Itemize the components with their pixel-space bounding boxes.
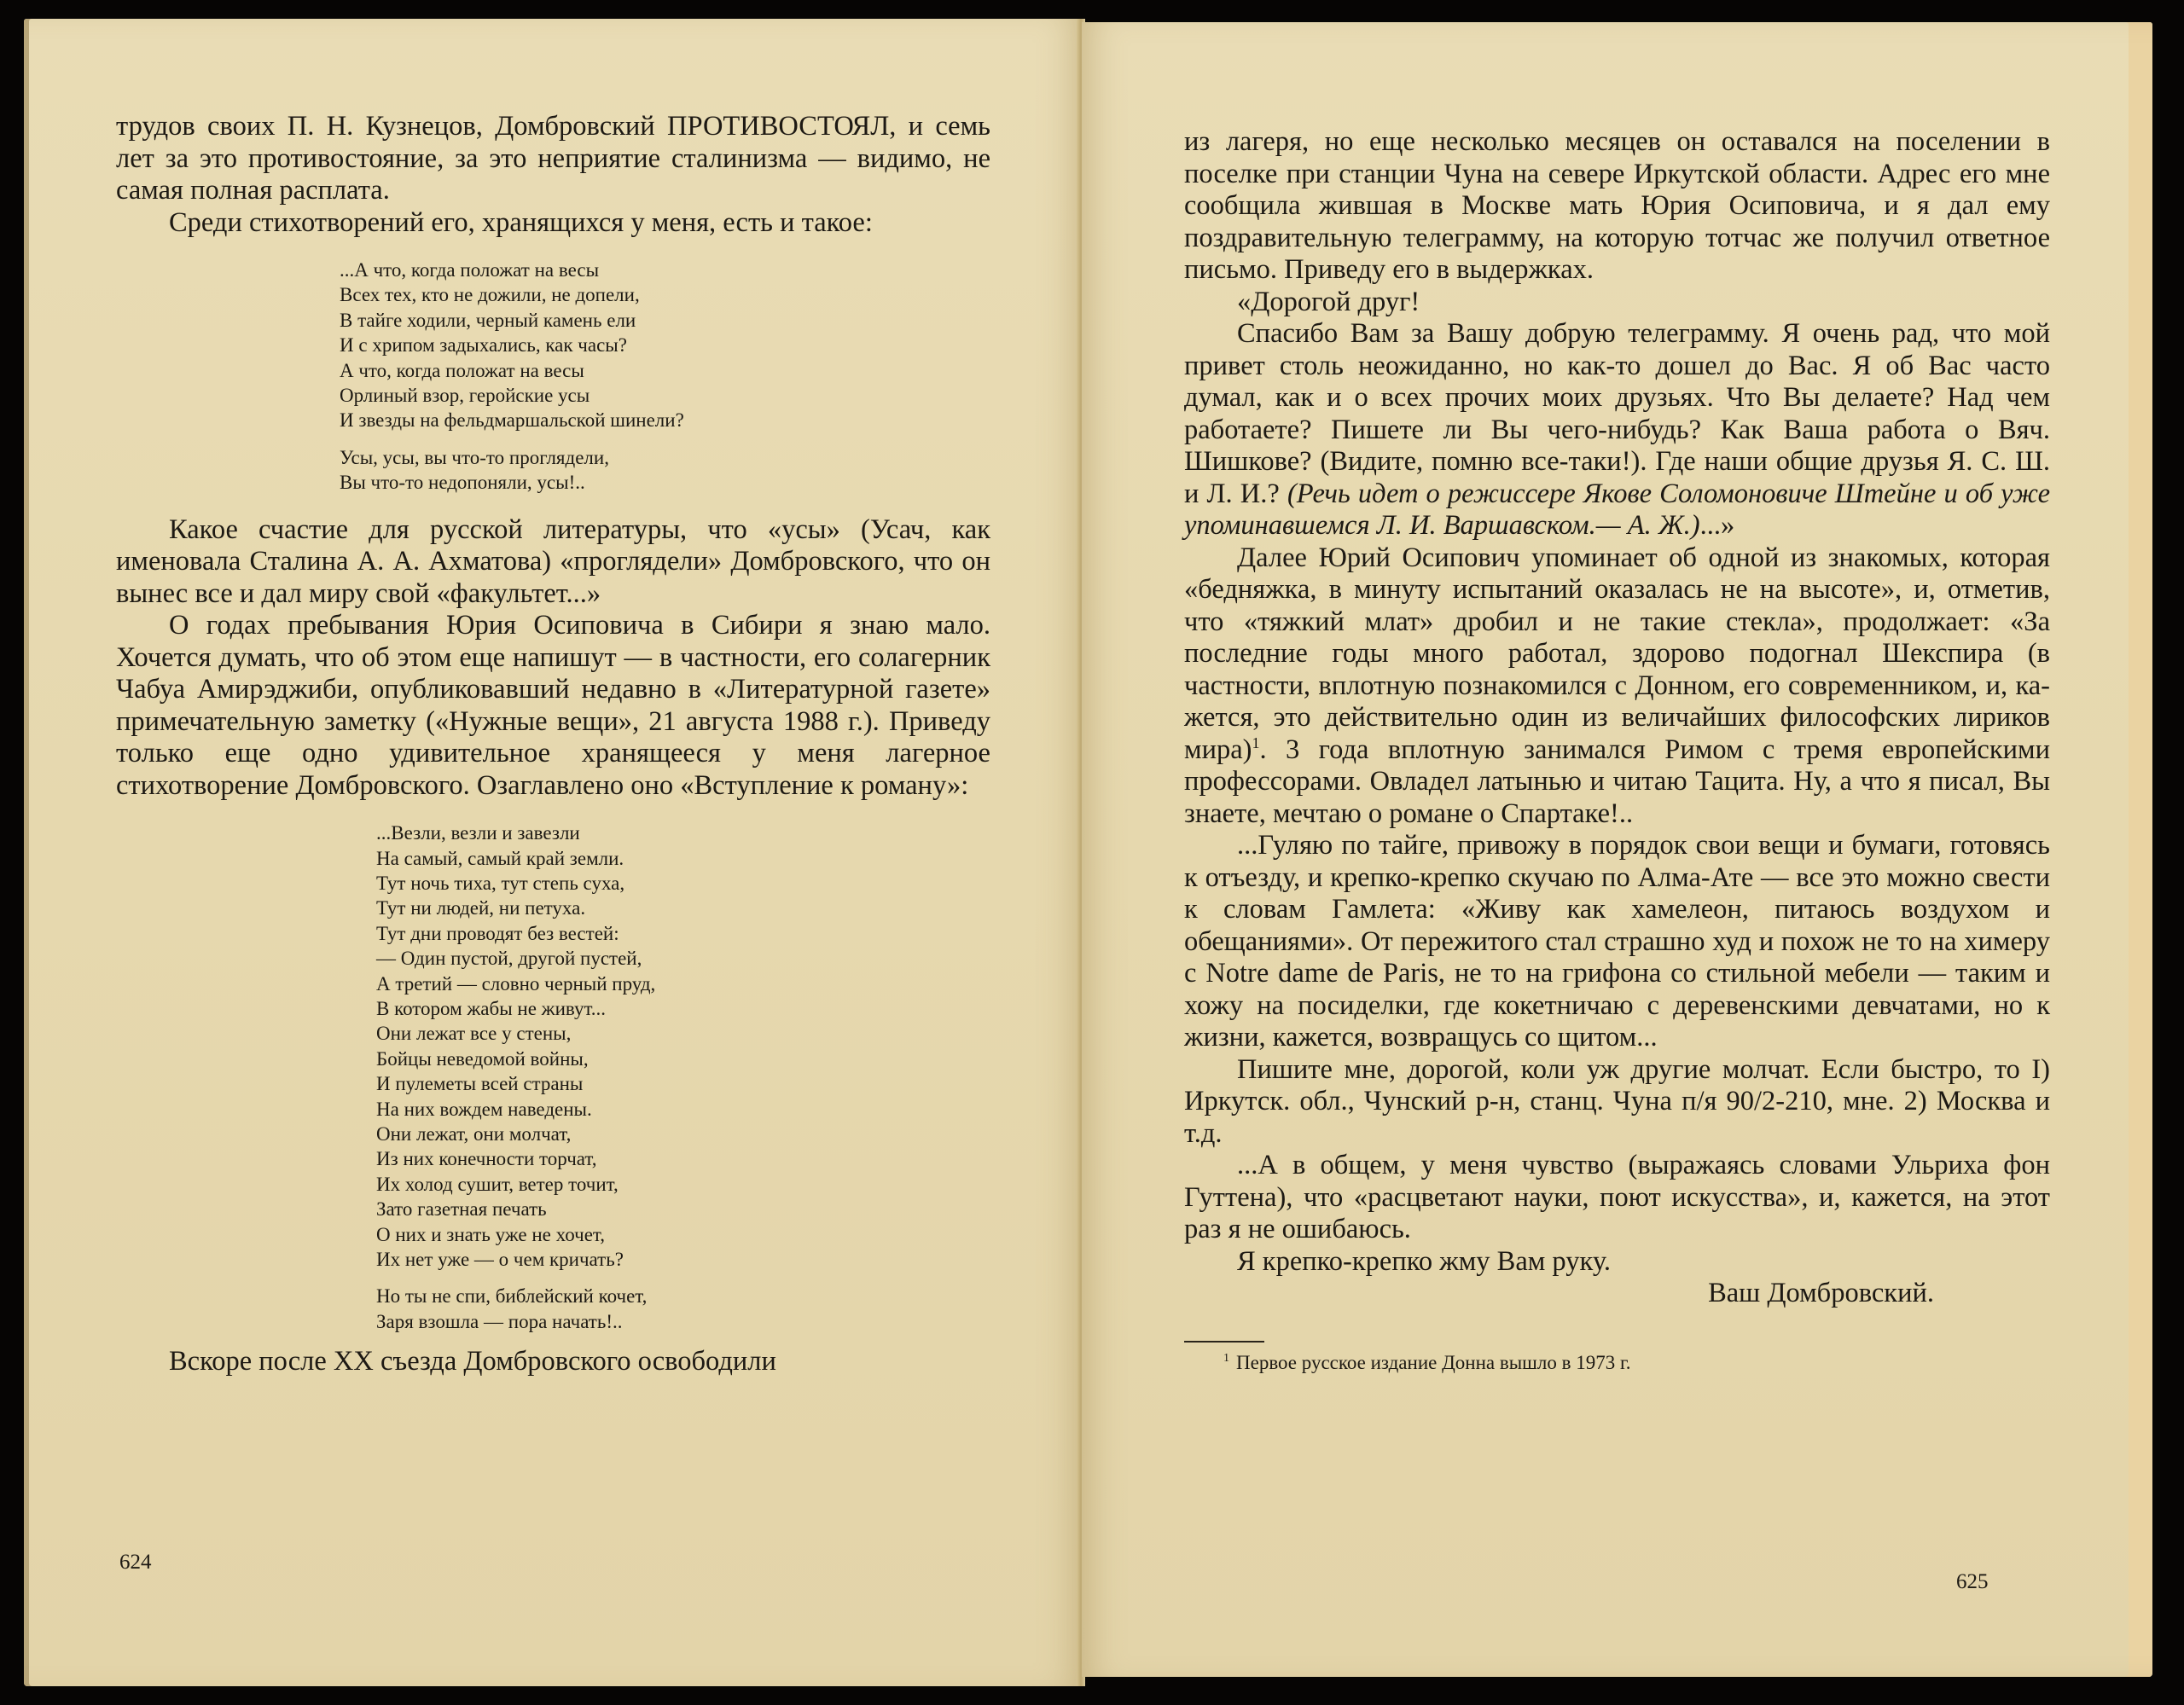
footnote-marker: 1 <box>1223 1351 1229 1365</box>
footnote-divider <box>1184 1341 1264 1343</box>
letter-text: Далее Юрий Осипович упоминает об одной из знакомых, которая «бедняжка, в минуту испытаний оказалась не на высоте», и, отметив, что «тяжкий млат» дробил и не такие стекла», продолжает: «За последние годы много работал, здорово подогнал Шекспира (в частности, вплотную познакомился с Донном, его современником, и, кажется, это действительно один из величайших философских лириков мира) <box>1184 542 2050 765</box>
poem-weights <box>116 258 990 496</box>
left-page <box>24 19 1082 1686</box>
paragraph: Я крепко-крепко жму Вам руку. <box>1237 1245 1611 1277</box>
poem-line: Зато газетная печать <box>376 1198 547 1221</box>
poem-line: Их нет уже — о чем кричать? <box>376 1249 624 1271</box>
paragraph: О годах пребывания Юрия Осиповича в Сибири я знаю мало. Хочется думать, что об этом еще напишут — в частности, его солагерник Чабуа Амирэджиби, опубликовавший недавно в «Литературной газете» примечательную заметку («Нужные вещи», 21 августа 1988 г.). Приведу только еще одно удивительное хранящееся у меня лагерное стихотворение Домбровского. Озаглавлено оно «Вступление к роману»: <box>116 610 990 801</box>
page-number: 624 <box>119 1551 152 1574</box>
poem-line: Заря взошла — пора начать!.. <box>376 1310 623 1332</box>
stanza <box>376 821 990 1272</box>
poem-line: ...А что, когда положат на весы <box>340 259 600 281</box>
poem-line: Вы что-то недопоняли, усы!.. <box>340 472 585 494</box>
poem-line: В тайге ходили, черный камень ели <box>340 309 636 331</box>
poem-line: О них и знать уже не хочет, <box>376 1223 605 1245</box>
stanza <box>376 1284 990 1334</box>
poem-line: На самый, самый край земли. <box>376 847 624 869</box>
poem-line: ...Везли, везли и завезли <box>376 822 580 844</box>
paragraph: ...А в общем, у меня чувство (выражаясь словами Ульриха фон Гуттена), что «расцветают науки, поют искусства», и, кажется, на этот раз я не ошибаюсь. <box>1184 1150 2050 1244</box>
poem-line: Тут дни проводят без вестей: <box>376 922 619 944</box>
paragraph: ...Гуляю по тайге, привожу в порядок свои вещи и бумаги, готовясь к отъезду, и крепко-крепко скучаю по Алма-Ате — все это можно свести к словам Гамлета: «Живу как хамелеон, питаюсь воздухом и обещаниями». От пережитого стал страшно худ и похож не то на химеру с Notre dame de Paris, не то на грифона со стильной мебели — таким и хожу на посиделки, где кокетничаю с деревенскими девчатами, но к жизни, кажется, возвращусь со щитом... <box>1184 830 2050 1053</box>
stanza <box>340 445 990 496</box>
poem-line: И звезды на фельдмаршальской шинели? <box>340 409 684 432</box>
paragraph: Пишите мне, дорогой, коли уж другие молчат. Если быстро, то I) Иркутск. обл., Чунский р-н, станц. Чуна п/я 90/2-210, мне. 2) Москва и т.д. <box>1184 1053 2050 1149</box>
poem-line: А что, когда положат на весы <box>340 359 584 381</box>
paragraph: Какое счастие для русской литературы, что «усы» (Усач, как именовала Сталина А. А. Ахматова) «проглядели» Домбровского, что он вынес все и дал миру свой «факультет...» <box>116 513 990 609</box>
poem-line: В котором жабы не живут... <box>376 998 607 1019</box>
letter-text: Спасибо Вам за Вашу добрую телеграмму. Я очень рад, что мой привет столь неожиданно, но как-то дошел до Вас. Я об Вас часто думал, как и о всех прочих моих друзьях. Что Вы делаете? Над чем работаете? Пишете ли Вы чего-нибудь? Как Ваша работа о Вяч. Шишкове? (Видите, помню все-таки!). Где наши общие друзья Я. С. Ш. и Л. И.? <box>1184 318 2050 509</box>
right-page <box>1082 22 2152 1677</box>
poem-line: На них вождем наведены. <box>376 1098 592 1120</box>
paragraph: трудов своих П. Н. Кузнецов, Домбровский ПРОТИВОСТОЯЛ, и семь лет за это противостояние, за это неприятие сталинизма — видимо, не самая полная расплата. <box>116 111 990 206</box>
poem-line: Тут ночь тиха, тут степь суха, <box>376 872 625 894</box>
letter-text: ...» <box>1699 510 1735 541</box>
paragraph <box>1184 318 2050 542</box>
poem-line: Из них конечности торчат, <box>376 1148 597 1170</box>
left-page-text <box>116 111 990 1378</box>
poem-line: Их холод сушит, ветер точит, <box>376 1173 619 1195</box>
poem-line: Но ты не спи, библейский кочет, <box>376 1285 648 1308</box>
footnote-text: Первое русское издание Донна вышло в 1973 г. <box>1236 1351 1631 1373</box>
poem-line: Они лежат все у стены, <box>376 1023 572 1045</box>
poem-line: И с хрипом задыхались, как часы? <box>340 334 627 357</box>
letter-text: . 3 года вплотную занимался Римом с тремя европейскими профессорами. Овладел латынью и читаю Тацита. Ну, а что я писал, Вы знаете, мечтаю о романе о Спартаке!.. <box>1184 734 2050 829</box>
editor-note: (Речь идет о режиссере Якове Соломоновиче Штейне и об уже упоминавшемся Л. И. Варшавском.— А. Ж.) <box>1184 478 2050 541</box>
poem-line: — Один пустой, другой пустей, <box>376 948 642 970</box>
footnote <box>1184 1351 2050 1375</box>
poem-line: Усы, усы, вы что-то проглядели, <box>340 446 609 468</box>
letter-greeting: «Дорогой друг! <box>1237 286 1420 317</box>
signature: Ваш Домбровский. <box>1708 1278 1934 1308</box>
page-number: 625 <box>1956 1570 1989 1593</box>
poem-line: Они лежат, они молчат, <box>376 1123 572 1145</box>
paragraph <box>1184 542 2050 831</box>
poem-line: И пулеметы всей страны <box>376 1073 584 1095</box>
poem-line: Орлиный взор, геройские усы <box>340 385 590 407</box>
paragraph: Среди стихотворений его, хранящихся у меня, есть и такое: <box>169 206 873 238</box>
poem-line: Всех тех, кто не дожили, не допели, <box>340 284 640 306</box>
poem-line: Бойцы неведомой войны, <box>376 1047 589 1070</box>
poem-line: А третий — словно черный пруд, <box>376 972 656 995</box>
paragraph: из лагеря, но еще несколько месяцев он оставался на поселении в поселке при станции Чуна на севере Иркутской области. Адрес его мне сообщила жившая в Москве мать Юрия Осиповича, и я дал ему поздравительную телеграмму, на которую тотчас же получил ответное письмо. Приведу его в выдержках. <box>1184 126 2050 285</box>
poem-line: Тут ни людей, ни петуха. <box>376 897 586 919</box>
stanza <box>340 258 990 433</box>
footnote-ref: 1 <box>1252 734 1260 751</box>
paragraph: Вскоре после XX съезда Домбровского освободили <box>169 1346 776 1377</box>
poem-introduction-to-novel <box>116 821 990 1334</box>
right-page-text <box>1184 126 2050 1375</box>
